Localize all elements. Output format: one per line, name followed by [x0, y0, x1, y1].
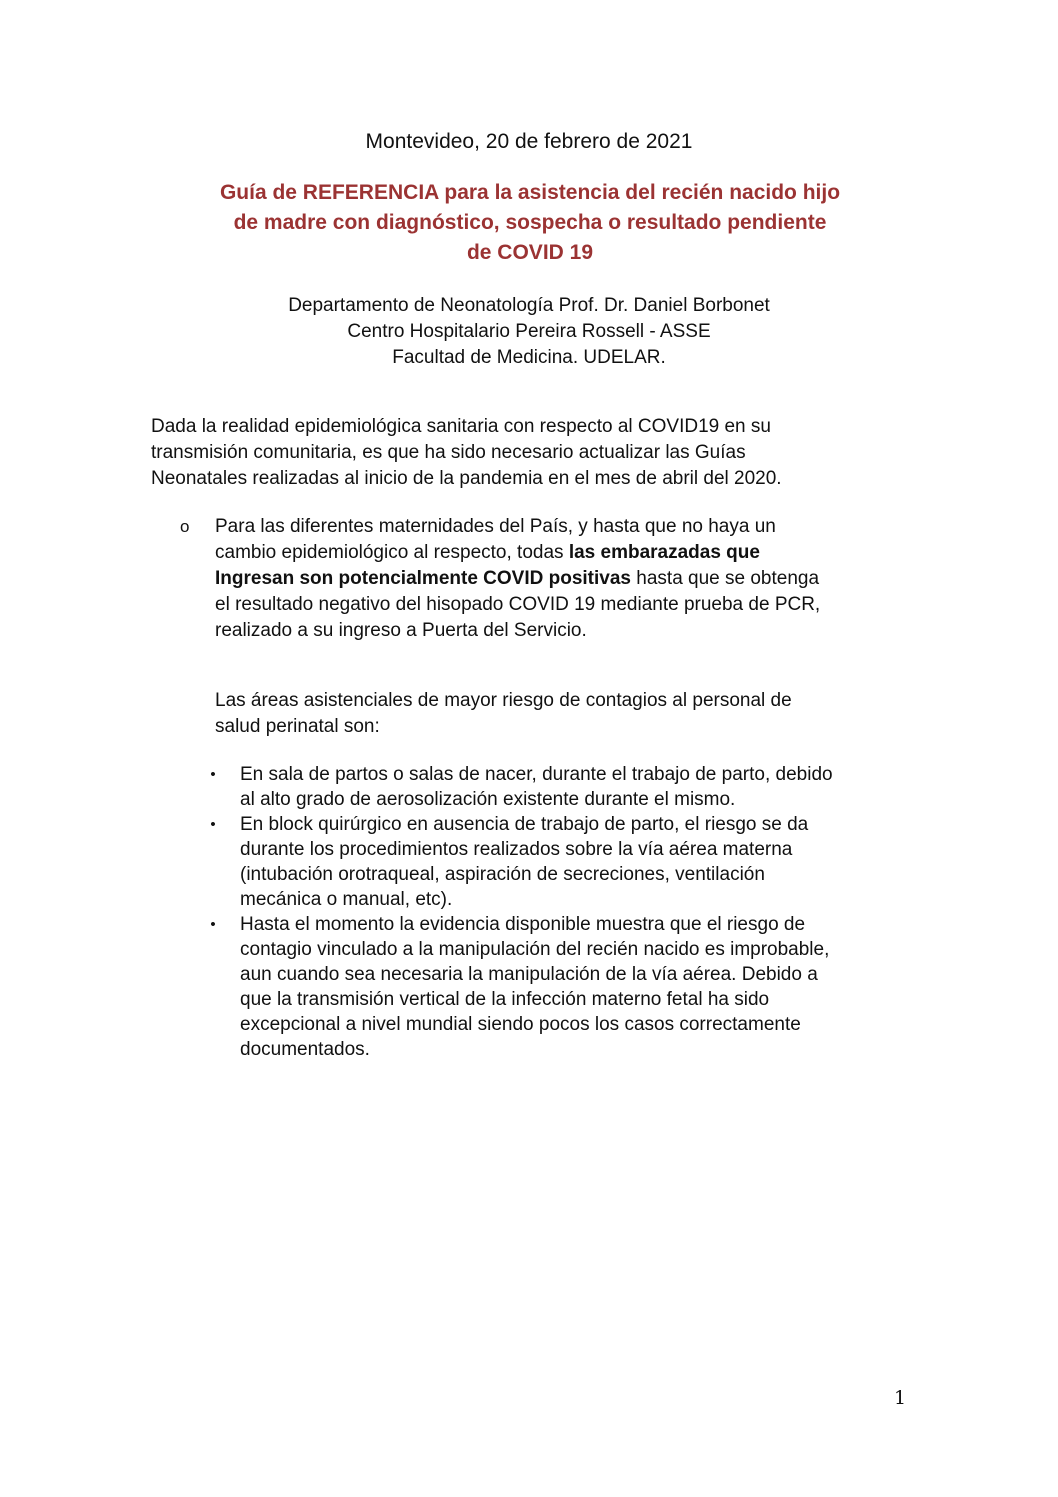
circle-item-text-bold: las embarazadas que: [568, 542, 760, 563]
circle-item-line: [215, 540, 915, 566]
risk-areas-list: [206, 762, 926, 1062]
date-line: Montevideo, 20 de febrero de 2021: [365, 130, 693, 153]
risk-areas-intro: [215, 688, 915, 740]
list-item: [206, 762, 926, 812]
intro-line: Neonatales realizadas al inicio de la pandemia en el mes de abril del 2020.: [151, 468, 782, 489]
circle-bullet-marker: o: [180, 517, 190, 536]
list-item-line: contagio vinculado a la manipulación del recién nacido es improbable,: [240, 939, 830, 960]
list-item-text: [240, 812, 926, 912]
list-item-line: aun cuando sea necesaria la manipulación de la vía aérea. Debido a: [240, 964, 818, 985]
list-item-line: documentados.: [240, 1039, 370, 1060]
page-number: 1: [893, 1387, 907, 1409]
circle-item-text-bold: Ingresan son potencialmente COVID positivas: [215, 568, 631, 589]
list-item-line: durante los procedimientos realizados sobre la vía aérea materna: [240, 839, 793, 860]
list-item-text: [240, 762, 926, 812]
risk-areas-line: salud perinatal son:: [215, 716, 380, 737]
risk-areas-line: Las áreas asistenciales de mayor riesgo de contagios al personal de: [215, 690, 792, 711]
list-item-text: [240, 912, 926, 1062]
title-line: de COVID 19: [466, 241, 594, 264]
list-item-line: mecánica o manual, etc).: [240, 889, 453, 910]
department-line: Departamento de Neonatología Prof. Dr. Daniel Borbonet: [288, 295, 770, 316]
intro-line: Dada la realidad epidemiológica sanitaria con respecto al COVID19 en su: [151, 416, 771, 437]
intro-line: transmisión comunitaria, es que ha sido necesario actualizar las Guías: [151, 442, 746, 463]
list-item: [206, 812, 926, 912]
circle-item-text: [215, 514, 915, 644]
institution-block: [0, 293, 1058, 371]
document-title: [120, 178, 940, 268]
bullet-marker: •: [210, 916, 216, 933]
list-item: [206, 912, 926, 1062]
circle-item-line: Para las diferentes maternidades del País, y hasta que no haya un: [215, 516, 776, 537]
title-line: Guía de REFERENCIA para la asistencia del recién nacido hijo: [219, 181, 841, 204]
hospital-line: Centro Hospitalario Pereira Rossell - ASSE: [347, 321, 711, 342]
bullet-marker: •: [210, 816, 216, 833]
circle-item-text-normal: hasta que se obtenga: [631, 568, 820, 589]
circle-item-line: realizado a su ingreso a Puerta del Servicio.: [215, 620, 587, 641]
title-line: de madre con diagnóstico, sospecha o resultado pendiente: [233, 211, 827, 234]
list-item-line: al alto grado de aerosolización existente durante el mismo.: [240, 789, 736, 810]
list-item-line: Hasta el momento la evidencia disponible muestra que el riesgo de: [240, 914, 806, 935]
intro-paragraph: [151, 414, 891, 492]
circle-item-text-normal: cambio epidemiológico al respecto, todas: [215, 542, 569, 563]
list-item-line: En block quirúrgico en ausencia de trabajo de parto, el riesgo se da: [240, 814, 809, 835]
list-item-line: excepcional a nivel mundial siendo pocos los casos correctamente: [240, 1014, 801, 1035]
bullet-marker: •: [210, 766, 216, 783]
circle-item-line: [215, 566, 915, 592]
faculty-line: Facultad de Medicina. UDELAR.: [392, 347, 666, 368]
list-item-line: que la transmisión vertical de la infección materno fetal ha sido: [240, 989, 770, 1010]
circle-item-line: el resultado negativo del hisopado COVID 19 mediante prueba de PCR,: [215, 594, 821, 615]
list-item-line: (intubación orotraqueal, aspiración de secreciones, ventilación: [240, 864, 765, 885]
list-item-line: En sala de partos o salas de nacer, durante el trabajo de parto, debido: [240, 764, 833, 785]
